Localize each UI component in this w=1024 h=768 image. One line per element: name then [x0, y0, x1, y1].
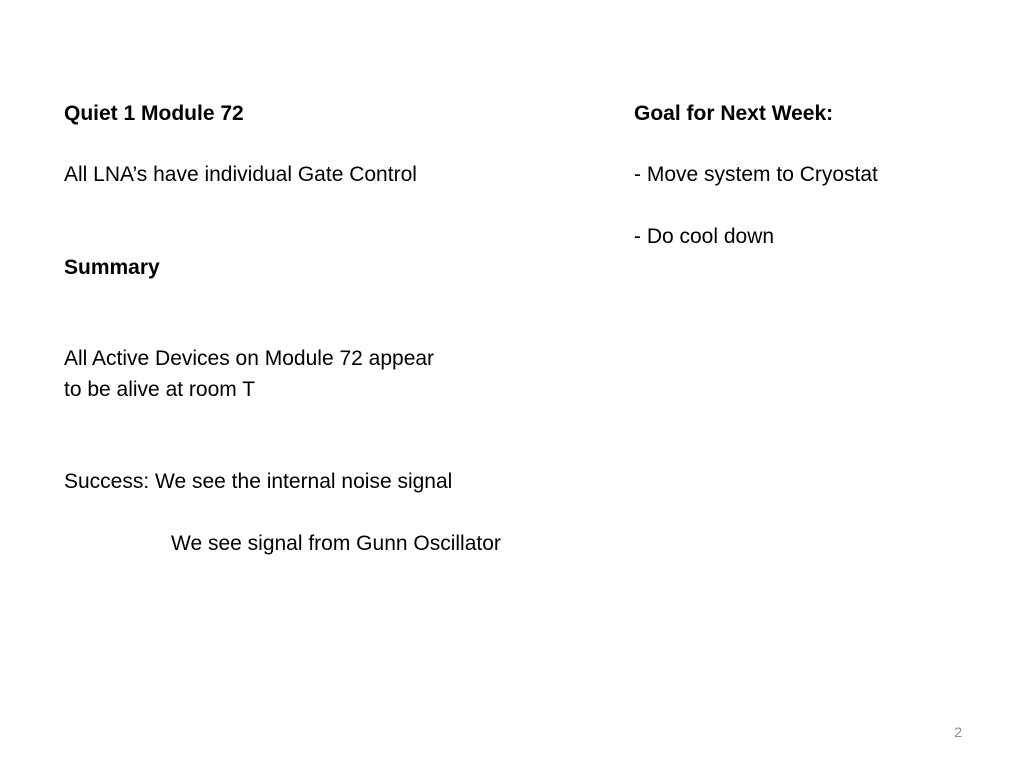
- gate-control-text: All LNA’s have individual Gate Control: [64, 163, 417, 186]
- success-text-line-1: Success: We see the internal noise signal: [64, 470, 453, 493]
- slide-title: Quiet 1 Module 72: [64, 102, 244, 125]
- active-devices-text-line-2: to be alive at room T: [64, 378, 256, 401]
- goal-item: - Move system to Cryostat: [634, 163, 878, 186]
- goal-item: - Do cool down: [634, 225, 775, 248]
- goal-heading: Goal for Next Week:: [634, 102, 834, 125]
- success-text-line-2: We see signal from Gunn Oscillator: [171, 532, 501, 555]
- active-devices-text-line-1: All Active Devices on Module 72 appear: [64, 347, 435, 370]
- slide-number: 2: [954, 724, 962, 740]
- summary-heading: Summary: [64, 256, 160, 279]
